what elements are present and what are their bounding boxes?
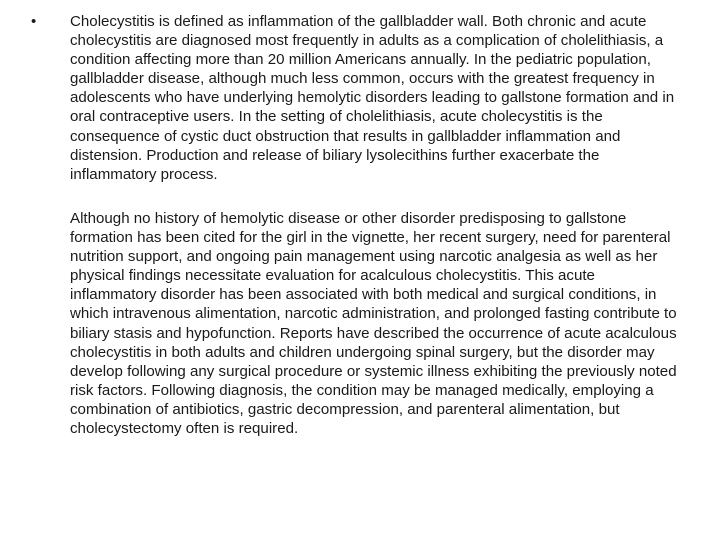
paragraph-acalculous-cholecystitis: Although no history of hemolytic disease or other disorder predisposing to gallstone formation has been cited for the girl in the vignette, her recent surgery, need for parenteral nutrition support, and ongoing pain management using narcotic analgesia as well as her physical findings necessitate evaluation for acalculous cholecystitis. This acute inflammatory disorder has been associated with both medical and surgical conditions, in which intravenous alimentation, narcotic administration, and prolonged fasting contribute to biliary stasis and hypofunction. Reports have described the occurrence of acute acalculous cholecystitis in both adults and children undergoing spinal surgery, but the disorder may develop following any surgical procedure or systemic illness exhibiting the previously noted risk factors. Following diagnosis, the condition may be managed medically, employing a combination of antibiotics, gastric decompression, and parenteral alimentation, but cholecystectomy often is required.: [70, 210, 677, 438]
paragraph-cholecystitis-definition: Cholecystitis is defined as inflammation of the gallbladder wall. Both chronic and acute cholecystitis are diagnosed most frequently in adults as a complication of cholelithiasis, a condition affecting more than 20 million Americans annually. In the pediatric population, gallbladder disease, although much less common, occurs with the greatest frequency in adolescents who have underlying hemolytic disorders leading to gallstone formation and in oral contraceptive users. In the setting of cholelithiasis, acute cholecystitis is the consequence of cystic duct obstruction that results in gallbladder inflammation and distension. Production and release of biliary lysolecithins further exacerbate the inflammatory process.: [70, 13, 675, 183]
bullet-marker: •: [31, 13, 37, 30]
